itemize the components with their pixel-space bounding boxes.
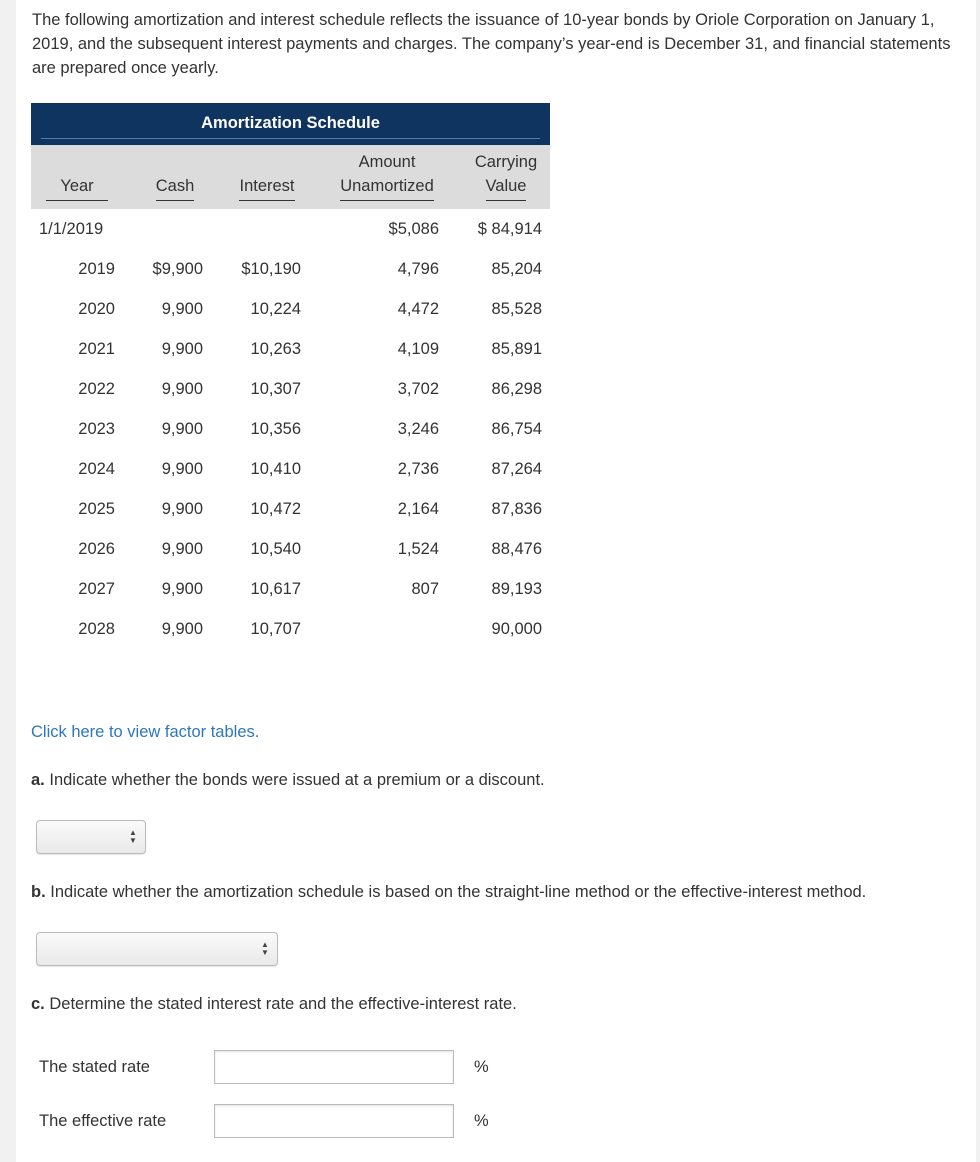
cell-amount-unamortized: 4,109 <box>397 340 439 358</box>
cell-interest: 10,263 <box>250 340 301 358</box>
cell-amount-unamortized: 2,164 <box>397 500 439 518</box>
cell-cash: 9,900 <box>161 340 203 358</box>
cell-year: 2022 <box>78 380 115 398</box>
cell-interest: 10,224 <box>250 300 301 318</box>
effective-rate-unit: % <box>474 1112 489 1130</box>
cell-interest: 10,707 <box>250 620 301 638</box>
table-row <box>31 209 550 249</box>
cell-year: 2023 <box>78 420 115 438</box>
cell-cash: 9,900 <box>161 460 203 478</box>
cell-year: 2021 <box>78 340 115 358</box>
cell-amount-unamortized: 807 <box>411 580 439 598</box>
cell-interest: 10,356 <box>250 420 301 438</box>
cell-interest: 10,410 <box>250 460 301 478</box>
schedule-title: Amortization Schedule <box>201 114 380 132</box>
table-row <box>31 289 550 329</box>
cell-carrying-value: 86,298 <box>491 380 542 398</box>
table-row <box>31 329 550 369</box>
schedule-header-row <box>31 145 550 209</box>
header-year: Year <box>45 174 109 201</box>
question-a: a. Indicate whether the bonds were issued at a premium or a discount. <box>31 771 545 789</box>
schedule-title-bar <box>31 103 550 145</box>
method-select[interactable] <box>36 932 278 966</box>
cell-amount-unamortized: $5,086 <box>388 220 439 238</box>
cell-year: 2026 <box>78 540 115 558</box>
cell-carrying-value: 85,528 <box>491 300 542 318</box>
table-row <box>31 369 550 409</box>
stated-rate-unit: % <box>474 1058 489 1076</box>
cell-carrying-value: 87,264 <box>491 460 542 478</box>
cell-cash: 9,900 <box>161 620 203 638</box>
cell-year: 2025 <box>78 500 115 518</box>
cell-amount-unamortized: 3,246 <box>397 420 439 438</box>
cell-cash: 9,900 <box>161 300 203 318</box>
table-row <box>31 569 550 609</box>
premium-discount-select[interactable] <box>36 820 146 854</box>
cell-cash: 9,900 <box>161 540 203 558</box>
cell-year: 2028 <box>78 620 115 638</box>
table-row <box>31 449 550 489</box>
cell-interest: 10,307 <box>250 380 301 398</box>
cell-year: 1/1/2019 <box>39 220 104 238</box>
header-amount-unamortized: Amount Unamortized <box>331 150 443 201</box>
cell-carrying-value: 86,754 <box>491 420 542 438</box>
cell-interest: 10,617 <box>250 580 301 598</box>
cell-carrying-value: 87,836 <box>491 500 542 518</box>
cell-amount-unamortized: 1,524 <box>397 540 439 558</box>
cell-interest: 10,472 <box>250 500 301 518</box>
cell-year: 2020 <box>78 300 115 318</box>
cell-year: 2024 <box>78 460 115 478</box>
stated-rate-input[interactable] <box>214 1050 454 1084</box>
cell-year: 2027 <box>78 580 115 598</box>
cell-amount-unamortized: 4,796 <box>397 260 439 278</box>
cell-amount-unamortized: 4,472 <box>397 300 439 318</box>
cell-cash: 9,900 <box>161 580 203 598</box>
cell-carrying-value: 85,891 <box>491 340 542 358</box>
cell-carrying-value: 89,193 <box>491 580 542 598</box>
problem-intro: The following amortization and interest schedule reflects the issuance of 10-year bonds by Oriole Corporation on January 1, 2019, and the subsequent interest payments and charges. The company’s year-end is December 31, and financial statements are prepared once yearly. <box>32 11 951 77</box>
table-row <box>31 609 550 649</box>
cell-cash: $9,900 <box>152 260 203 278</box>
cell-year: 2019 <box>78 260 115 278</box>
header-interest: Interest <box>233 174 301 201</box>
stated-rate-label: The stated rate <box>39 1058 150 1076</box>
cell-interest: $10,190 <box>241 260 301 278</box>
amortization-schedule-table <box>31 103 550 638</box>
table-row <box>31 489 550 529</box>
cell-carrying-value: $ 84,914 <box>477 220 542 238</box>
header-cash: Cash <box>147 174 203 201</box>
cell-carrying-value: 88,476 <box>491 540 542 558</box>
table-row <box>31 409 550 449</box>
select-arrows-icon: ▲ ▼ <box>261 940 269 957</box>
cell-cash: 9,900 <box>161 500 203 518</box>
effective-rate-input[interactable] <box>214 1104 454 1138</box>
cell-interest: 10,540 <box>250 540 301 558</box>
cell-carrying-value: 85,204 <box>491 260 542 278</box>
effective-rate-label: The effective rate <box>39 1112 167 1130</box>
cell-cash: 9,900 <box>161 380 203 398</box>
table-row <box>31 529 550 569</box>
question-c: c. Determine the stated interest rate and the effective-interest rate. <box>31 995 517 1013</box>
header-carrying-value: Carrying Value <box>467 150 545 201</box>
select-arrows-icon: ▲ ▼ <box>129 828 137 845</box>
factor-tables-link[interactable]: Click here to view factor tables. <box>31 723 260 741</box>
cell-cash: 9,900 <box>161 420 203 438</box>
cell-amount-unamortized: 3,702 <box>397 380 439 398</box>
table-row <box>31 249 550 289</box>
cell-amount-unamortized: 2,736 <box>397 460 439 478</box>
title-divider <box>41 138 540 139</box>
cell-carrying-value: 90,000 <box>491 620 542 638</box>
question-b: b. Indicate whether the amortization schedule is based on the straight-line method or the effective-interest method. <box>31 883 867 901</box>
